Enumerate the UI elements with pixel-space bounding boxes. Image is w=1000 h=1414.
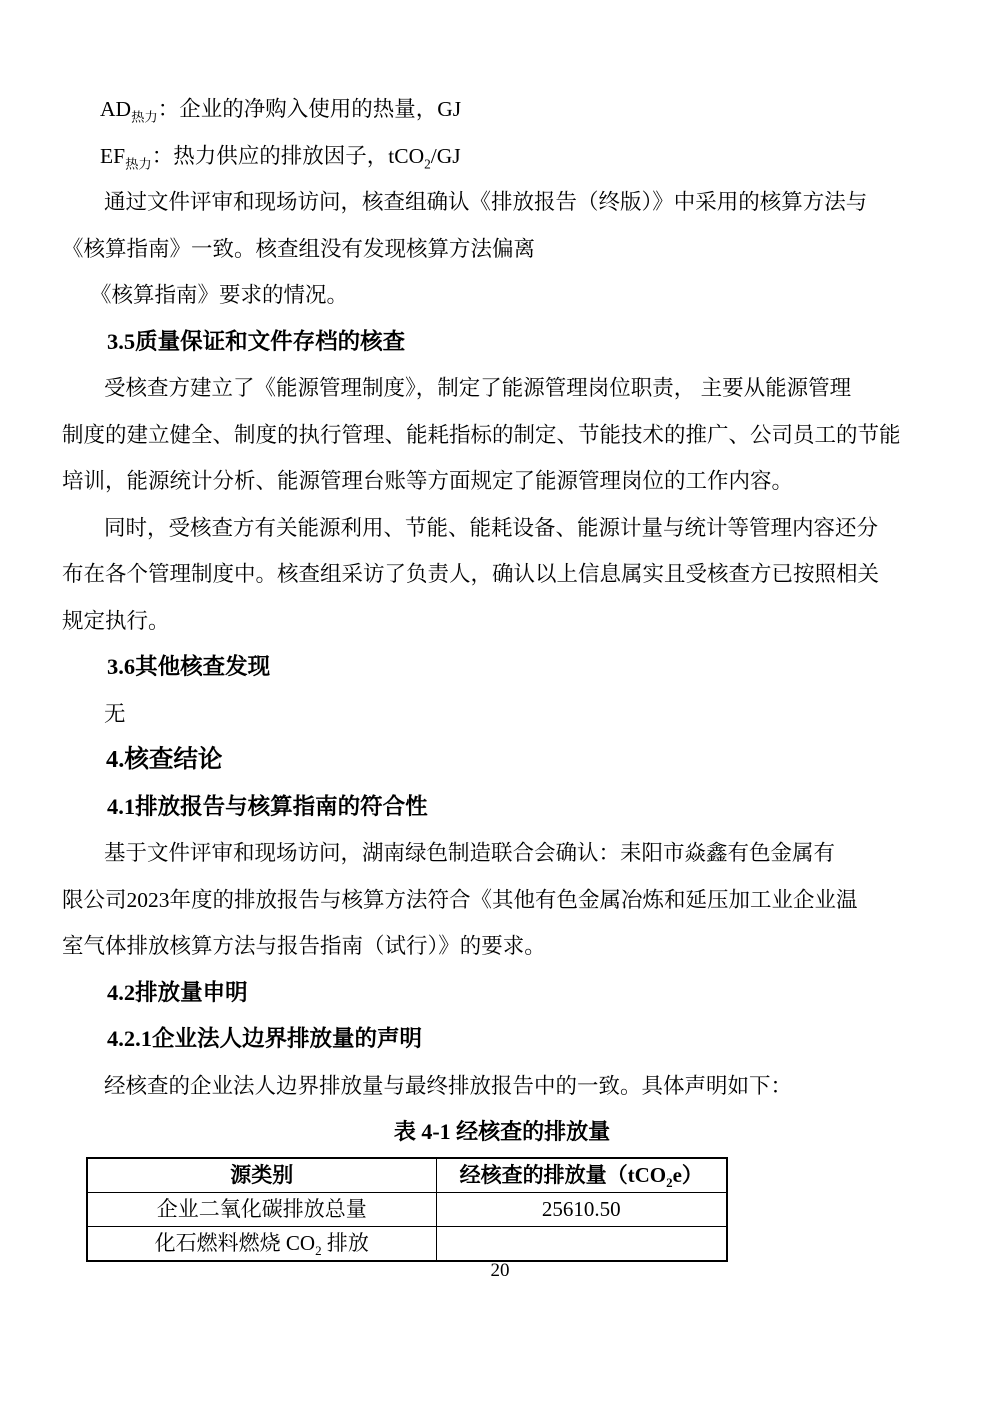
paragraph-method-confirm: [62, 272, 942, 319]
table-cell: [87, 1227, 436, 1262]
text-run: 经核查的排放量（tCO: [459, 1163, 667, 1187]
subscript-text: 2: [666, 1175, 673, 1191]
text-run: EF: [100, 143, 126, 168]
table-row: [87, 1227, 727, 1262]
table-cell: [436, 1193, 727, 1227]
subscript-text: 2: [424, 155, 431, 171]
table-header-cell: [436, 1158, 727, 1193]
table-header-cell: [87, 1158, 436, 1193]
heading-3-6: [62, 644, 942, 691]
text-run: 布在各个管理制度中。核查组采访了负责人，确认以上信息属实且受核查方已按照相关: [62, 562, 880, 586]
report-content: [62, 86, 942, 1156]
text-run: e）: [672, 1163, 703, 1187]
text-run: 4.2.1企业法人边界排放量的声明: [107, 1026, 423, 1051]
text-run: 制度的建立健全、制度的执行管理、能耗指标的制定、节能技术的推广、公司员工的节能: [62, 422, 901, 447]
text-run: 限公司2023年度的排放报告与核算方法符合《其他有色金属冶炼和延压加工业企业温: [62, 887, 858, 912]
text-run: 表 4-1 经核查的排放量: [393, 1119, 611, 1144]
text-run: 无: [104, 701, 126, 726]
text-run: 源类别: [230, 1163, 294, 1187]
paragraph-conclusion: [62, 923, 942, 970]
formula-ad-heat: [62, 86, 942, 133]
text-run: 同时，受核查方有关能源利用、节能、能耗设备、能源计量与统计等管理内容还分: [104, 515, 879, 540]
paragraph-other-systems: [62, 505, 942, 552]
paragraph-method-confirm: [62, 226, 942, 273]
paragraph-declaration: [62, 1063, 942, 1110]
heading-3-5: [62, 319, 942, 366]
text-run: ：企业的净购入使用的热量，GJ: [157, 97, 462, 121]
table-header-row: [87, 1158, 727, 1193]
heading-4-2: [62, 970, 942, 1017]
paragraph-other-systems: [62, 598, 942, 645]
text-run: 规定执行。: [62, 608, 170, 633]
text-run: 企业二氧化碳排放总量: [156, 1197, 367, 1221]
text-run: 4.核查结论: [106, 746, 223, 773]
heading-4-2-1: [62, 1016, 942, 1063]
text-run: 25610.50: [541, 1197, 621, 1221]
paragraph-method-confirm: [62, 179, 942, 226]
paragraph-other-systems: [62, 551, 942, 598]
table-body: [87, 1193, 727, 1262]
formula-ef-heat: [62, 133, 942, 180]
heading-4: [62, 737, 942, 784]
text-run: 4.2排放量申明: [107, 979, 248, 1005]
report-lines: [62, 86, 942, 1156]
paragraph-none: [62, 691, 942, 738]
text-run: ：热力供应的排放因子，tCO: [151, 143, 425, 168]
text-run: 4.1排放报告与核算指南的符合性: [107, 793, 428, 819]
text-run: 通过文件评审和现场访问，核查组确认《排放报告（终版）》中采用的核算方法与: [104, 190, 868, 214]
paragraph-conclusion: [62, 830, 942, 877]
text-run: 《核算指南》一致。核查组没有发现核算方法偏离: [62, 236, 536, 261]
table-row: [87, 1158, 727, 1193]
table-caption: [62, 1109, 942, 1156]
text-run: 培训，能源统计分析、能源管理台账等方面规定了能源管理岗位的工作内容。: [62, 469, 794, 493]
text-run: 3.6其他核查发现: [107, 654, 271, 679]
text-run: 室气体排放核算方法与报告指南（试行）》的要求。: [62, 934, 546, 958]
paragraph-energy-mgmt: [62, 412, 942, 459]
table-row: [87, 1193, 727, 1227]
text-run: 化石燃料燃烧 CO: [154, 1231, 316, 1255]
text-run: 受核查方建立了《能源管理制度》，制定了能源管理岗位职责， 主要从能源管理: [104, 376, 852, 400]
text-run: 3.5质量保证和文件存档的核查: [107, 328, 406, 354]
subscript-text: 热力: [131, 109, 158, 125]
subscript-text: 热力: [125, 155, 152, 171]
paragraph-conclusion: [62, 877, 942, 924]
text-run: 基于文件评审和现场访问，湖南绿色制造联合会确认：耒阳市焱鑫有色金属有: [104, 841, 836, 865]
paragraph-energy-mgmt: [62, 365, 942, 412]
table-cell: [436, 1227, 727, 1262]
table-cell: [87, 1193, 436, 1227]
heading-4-1: [62, 784, 942, 831]
text-run: AD: [100, 97, 132, 121]
text-run: 《核算指南》要求的情况。: [90, 283, 349, 307]
text-run: 排放: [321, 1231, 369, 1255]
page-number: 20: [490, 1260, 510, 1281]
verified-emissions-table: [86, 1157, 728, 1262]
subscript-text: 2: [315, 1243, 322, 1259]
text-run: /GJ: [430, 143, 461, 168]
text-run: 经核查的企业法人边界排放量与最终排放报告中的一致。具体声明如下：: [104, 1073, 793, 1098]
paragraph-energy-mgmt: [62, 458, 942, 505]
